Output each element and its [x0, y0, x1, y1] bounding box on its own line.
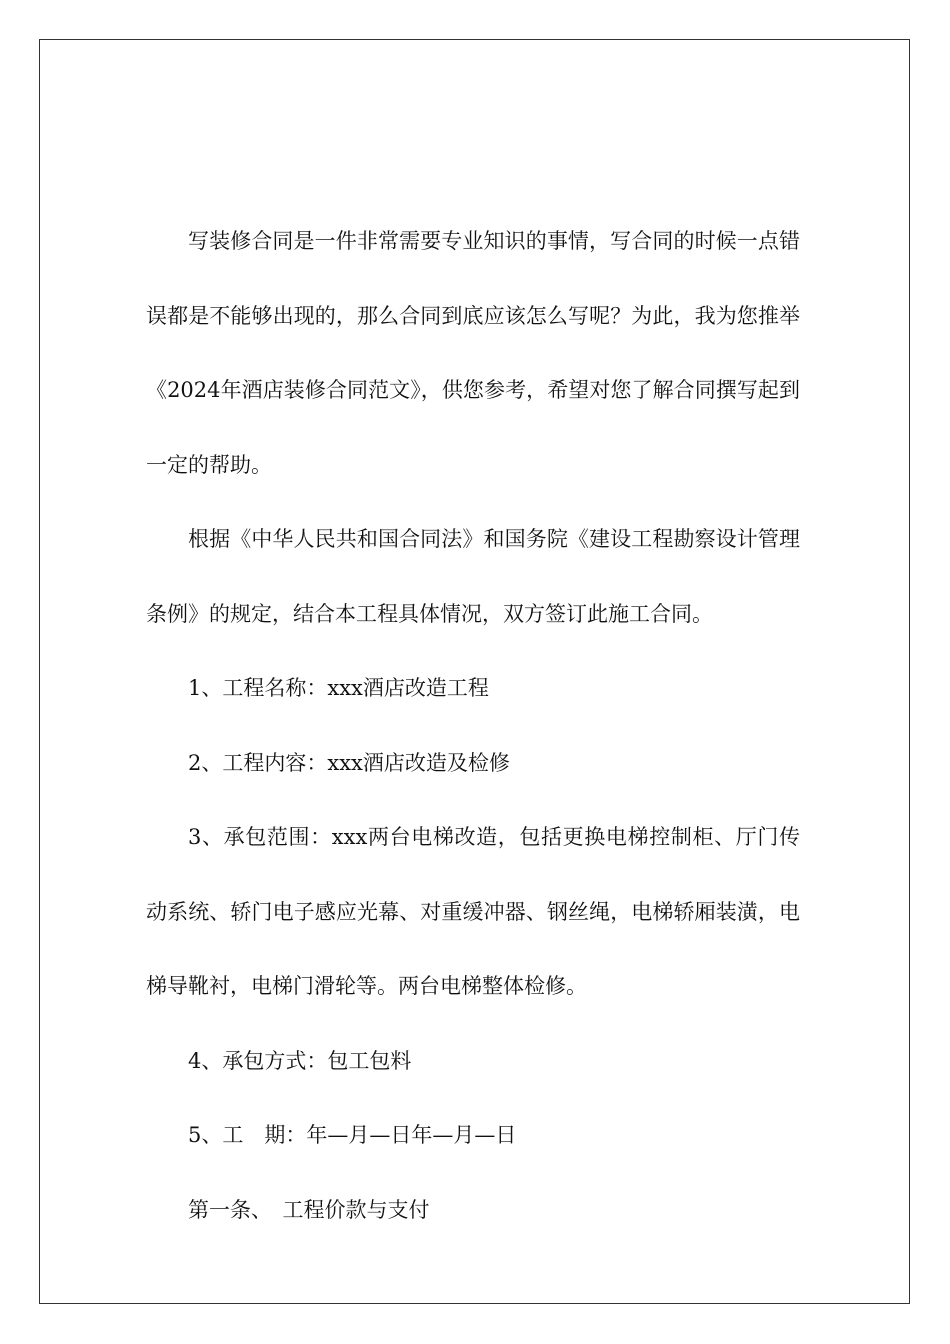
construction-period-item: 5、工 期：年—月—日年—月—日: [188, 1123, 517, 1147]
project-content-item: 2、工程内容：xxx酒店改造及检修: [188, 750, 510, 775]
contract-method-item: 4、承包方式：包工包料: [188, 1048, 412, 1073]
legal-basis-paragraph: 根据《中华人民共和国合同法》和国务院《建设工程勘察设计管理条例》的规定，结合本工程具体情况，双方签订此施工合同。: [146, 527, 800, 626]
article-one-heading: 第一条、 工程价款与支付: [188, 1197, 430, 1222]
contract-scope-item: 3、承包范围：xxx两台电梯改造，包括更换电梯控制柜、厅门传动系统、轿门电子感应光幕、对重缓冲器、钢丝绳，电梯轿厢装潢，电梯导靴衬，电梯门滑轮等。两台电梯整体检修。: [146, 825, 800, 998]
intro-paragraph: 写装修合同是一件非常需要专业知识的事情，写合同的时候一点错误都是不能够出现的，那么合同到底应该怎么写呢？为此，我为您推举《2024年酒店装修合同范文》，供您参考，希望对您了解合同撰写起到一定的帮助。: [146, 229, 800, 477]
document-body: [146, 204, 800, 1247]
project-name-item: 1、工程名称：xxx酒店改造工程: [188, 676, 489, 700]
